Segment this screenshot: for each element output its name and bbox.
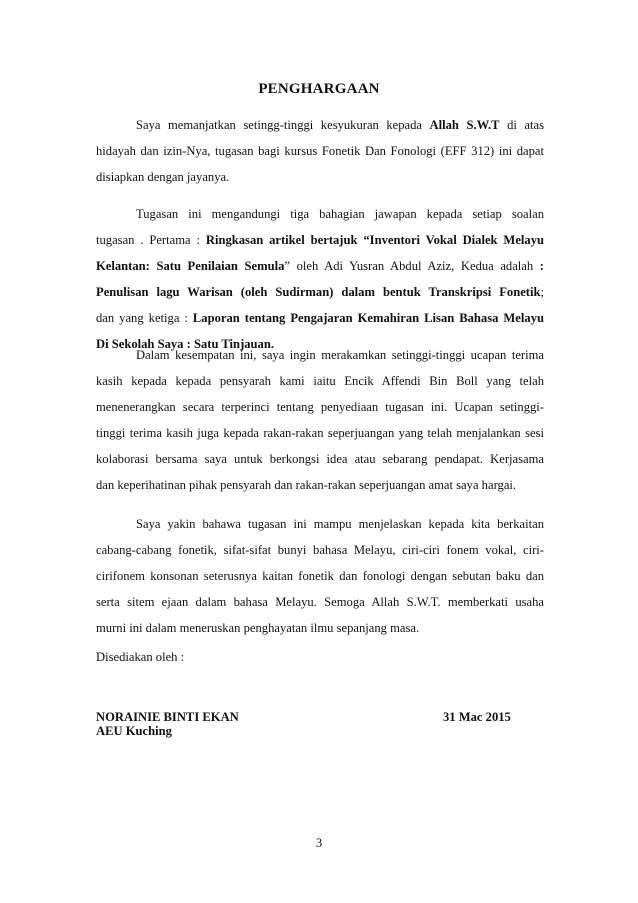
bold-text-run: Ringkasan artikel bertajuk “Inventori Vokal Dialek Melayu — [205, 233, 544, 247]
author-organization: AEU Kuching — [96, 724, 172, 738]
paragraph-line: cirifonem konsonan seterusnya kaitan fonetik dan fonologi dengan sebutan baku dan — [96, 569, 544, 583]
paragraph-line: murni ini dalam meneruskan penghayatan ilmu sepanjang masa. — [96, 621, 420, 635]
bold-text-run: Laporan tentang Pengajaran Kemahiran Lisan Bahasa Melayu — [192, 311, 544, 325]
paragraph-line: Saya yakin bahawa tugasan ini mampu menjelaskan kepada kita berkaitan — [136, 517, 544, 531]
paragraph-line: disiapkan dengan jayanya. — [96, 170, 230, 184]
paragraph-line — [96, 227, 544, 253]
text-run: dan yang ketiga : — [96, 311, 193, 325]
paragraph-line: kasih kepada kepada pensyarah kami iaitu Encik Affendi Bin Boll yang telah — [96, 374, 544, 388]
text-run: Saya memanjatkan setingg-tinggi kesyukuran kepada — [136, 118, 423, 132]
paragraph-line: tinggi terima kasih juga kepada rakan-rakan seperjuangan yang telah menjalankan sesi — [96, 426, 544, 440]
text-run: di atas — [499, 118, 544, 132]
paragraph-line: menenerangkan secara terperinci tentang penyediaan tugasan ini. Ucapan setinggi- — [96, 400, 544, 414]
paragraph-1 — [96, 112, 544, 190]
text-run: tugasan . Pertama : — [96, 233, 206, 247]
bold-text-run: Allah S.W.T — [429, 118, 500, 132]
prepared-by-label: Disediakan oleh : — [96, 650, 185, 664]
paragraph-line — [96, 112, 544, 138]
paragraph-line — [96, 253, 544, 279]
paragraph-line: cabang-cabang fonetik, sifat-sifat bunyi bahasa Melayu, ciri-ciri fonem vokal, ciri- — [96, 543, 544, 557]
page-title: PENGHARGAAN — [258, 81, 380, 97]
text-run: ” oleh Adi Yusran Abdul Aziz, Kedua adalah — [284, 259, 540, 273]
text-run: ; — [540, 285, 544, 299]
paragraph-line — [96, 305, 544, 331]
paragraph-line: Dalam kesempatan ini, saya ingin merakamkan setinggi-tinggi ucapan terima — [136, 348, 544, 362]
paragraph-line: serta sitem ejaan dalam bahasa Melayu. Semoga Allah S.W.T. memberkati usaha — [96, 595, 544, 609]
signature-date: 31 Mac 2015 — [443, 710, 511, 724]
paragraph-4 — [96, 511, 544, 641]
bold-text-run: Kelantan: Satu Penilaian Semula — [96, 259, 285, 273]
paragraph-line: hidayah dan izin-Nya, tugasan bagi kursus Fonetik Dan Fonologi (EFF 312) ini dapat — [96, 144, 544, 158]
paragraph-line: dan keperihatinan pihak pensyarah dan rakan-rakan seperjuangan amat saya hargai. — [96, 478, 517, 492]
bold-text-run: Di Sekolah Saya : Satu Tinjauan. — [96, 337, 275, 351]
paragraph-line: Tugasan ini mengandungi tiga bahagian jawapan kepada setiap soalan — [136, 207, 544, 221]
paragraph-3 — [96, 342, 544, 498]
paragraph-2 — [96, 201, 544, 357]
bold-text-run: Penulisan lagu Warisan (oleh Sudirman) dalam bentuk Transkripsi Fonetik — [96, 285, 541, 299]
bold-text-run: : — [539, 259, 544, 273]
paragraph-line: kolaborasi bersama saya untuk berkongsi idea atau sebarang pendapat. Kerjasama — [96, 452, 544, 466]
paragraph-line — [96, 279, 544, 305]
page-number: 3 — [315, 836, 323, 850]
author-name: NORAINIE BINTI EKAN — [96, 710, 239, 724]
